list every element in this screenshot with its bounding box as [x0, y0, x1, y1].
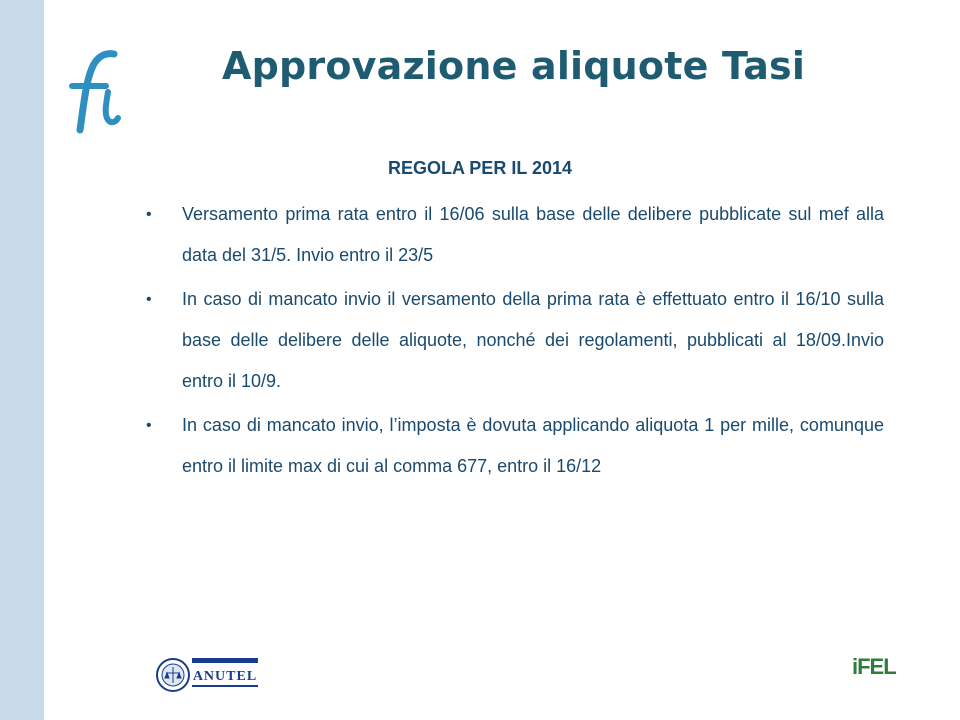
bullet-text: In caso di mancato invio il versamento della prima rata è effettuato entro il 16/10 sulla base delle delibere delle aliquote, nonché dei regolamenti, pubblicati al 18/09.Invio entro il 10/9.	[182, 289, 884, 391]
bullet-item	[146, 194, 884, 276]
ifel-logo	[852, 654, 908, 700]
bullet-item	[146, 405, 884, 487]
anutel-logo	[156, 656, 260, 694]
bullet-item	[146, 279, 884, 402]
ifel-wordmark: iFEL	[852, 654, 896, 679]
bullet-marker: •	[146, 206, 152, 223]
fi-logo	[58, 42, 130, 134]
side-stripe	[0, 0, 44, 720]
bullet-text: In caso di mancato invio, l’imposta è dovuta applicando aliquota 1 per mille, comunque entro il limite max di cui al comma 677, entro il 16/12	[182, 415, 884, 476]
bullet-marker: •	[146, 417, 152, 434]
slide-title: Approvazione aliquote Tasi	[222, 44, 806, 88]
bullet-text: Versamento prima rata entro il 16/06 sulla base delle delibere pubblicate sul mef alla data del 31/5. Invio entro il 23/5	[182, 204, 884, 265]
anutel-wordmark: ANUTEL	[192, 669, 258, 684]
slide-subtitle: REGOLA PER IL 2014	[387, 158, 573, 178]
bullet-list	[146, 194, 884, 490]
bullet-marker: •	[146, 291, 152, 308]
